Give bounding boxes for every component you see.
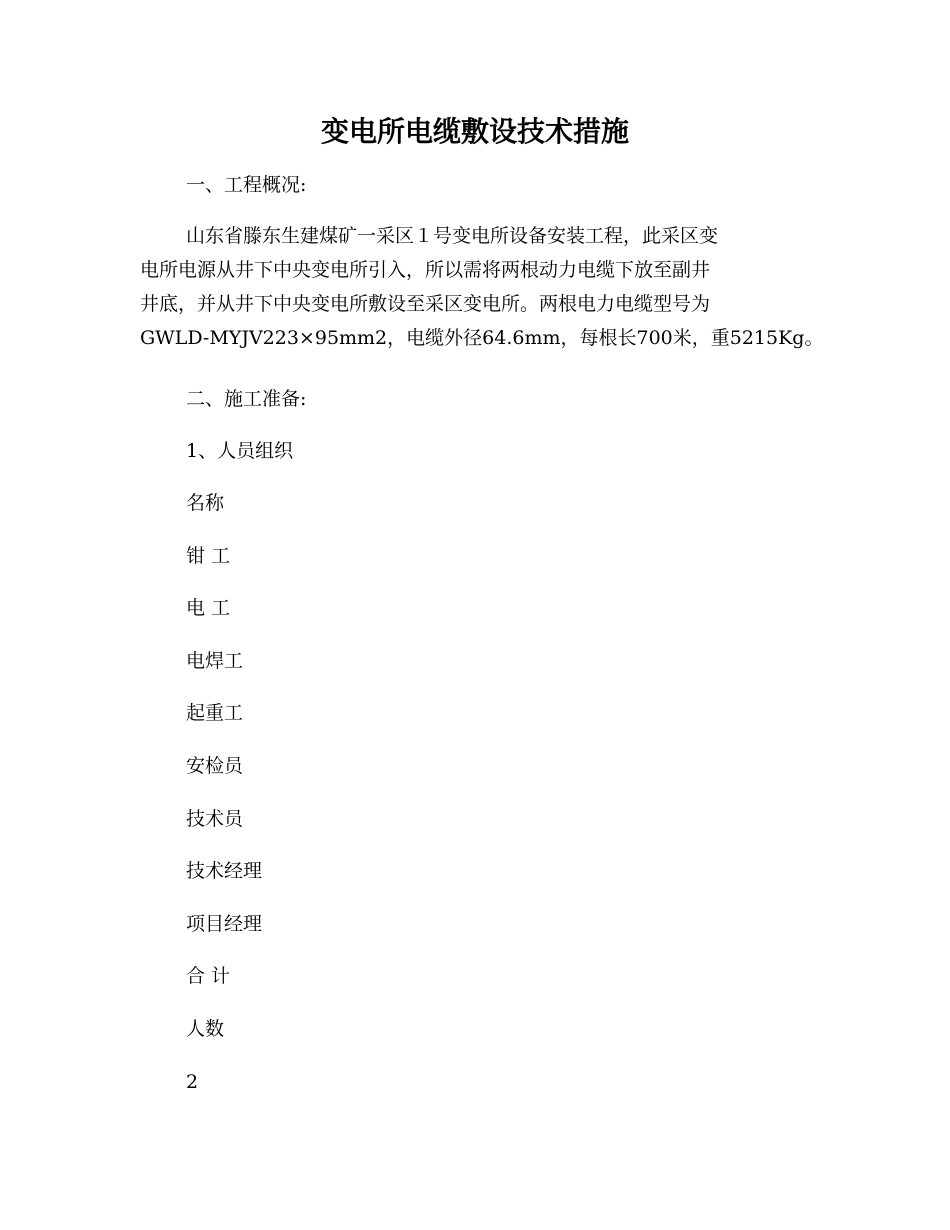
table-item: 项目经理: [186, 912, 263, 935]
paragraph-line: 山东省滕东生建煤矿一采区１号变电所设备安装工程，此采区变: [186, 225, 719, 247]
overview-paragraph: [140, 219, 824, 355]
document-title: 变电所电缆敷设技术措施: [320, 115, 629, 148]
staffing-table-items: [186, 490, 262, 1121]
paragraph-line: 电所电源从井下中央变电所引入，所以需将两根动力电缆下放至副井: [140, 259, 711, 281]
table-item: 技术员: [186, 807, 244, 830]
table-item: 名称: [186, 492, 225, 514]
subsection-heading-staffing: 1、人员组织: [186, 440, 294, 462]
table-item: 技术经理: [186, 860, 263, 883]
table-item: 电 工: [186, 597, 231, 620]
section-heading-overview: 一、工程概况:: [186, 174, 307, 196]
table-item: 钳 工: [186, 544, 231, 567]
table-item: 起重工: [186, 702, 244, 725]
table-item: 电焊工: [186, 649, 244, 672]
paragraph-line: GWLD-MYJV223×95mm2，电缆外径64.6mm，每根长700米，重5215Kg。: [140, 327, 824, 349]
table-item: 2: [186, 1070, 199, 1093]
table-item: 人数: [186, 1017, 225, 1040]
paragraph-line: 井底，并从井下中央变电所敷设至采区变电所。两根电力电缆型号为: [140, 293, 711, 315]
table-item: 合 计: [186, 965, 231, 988]
table-item: 安检员: [186, 754, 244, 777]
section-heading-preparation: 二、施工准备:: [186, 388, 307, 410]
